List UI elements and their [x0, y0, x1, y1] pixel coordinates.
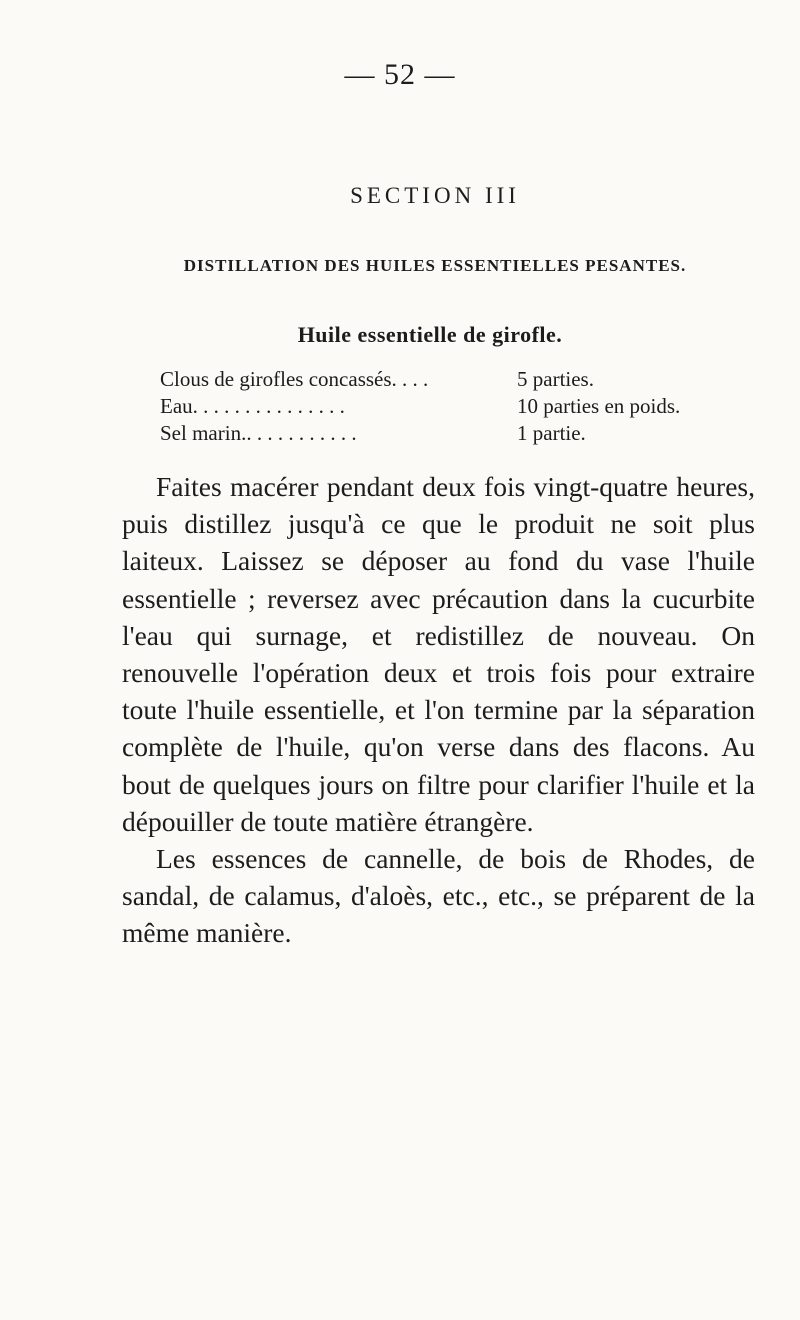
- ingredient-quantity: 1 partie.: [517, 421, 586, 445]
- ingredient-quantity: 5 parties.: [517, 367, 594, 391]
- ingredient-list: [160, 366, 720, 447]
- ingredient-name: Clous de girofles concassés. . . .: [160, 367, 429, 391]
- ingredient-quantity: 10 parties en poids.: [517, 394, 681, 418]
- recipe-title: Huile essentielle de girofle.: [297, 322, 563, 347]
- ingredient-row: [160, 366, 720, 393]
- section-heading: SECTION III: [350, 183, 520, 208]
- paragraph: Les essences de cannelle, de bois de Rhodes, de sandal, de calamus, d'aloès, etc., etc., se préparent de la même manière.: [122, 843, 755, 949]
- ingredient-row: [160, 420, 720, 447]
- page-number: — 52 —: [344, 58, 456, 91]
- body-text: [122, 468, 755, 952]
- paragraph: Faites macérer pendant deux fois vingt-quatre heures, puis distillez jusqu'à ce que le produit ne soit plus laiteux. Laissez se déposer au fond du vase l'huile essentielle ; reversez avec précaution dans la cucurbite l'eau qui surnage, et redistillez de nouveau. On renouvelle l'opération deux et trois fois pour extraire toute l'huile essentielle, et l'on termine par la séparation complète de l'huile, qu'on verse dans des flacons. Au bout de quelques jours on filtre pour clarifier l'huile et la dépouiller de toute matière étrangère.: [122, 471, 755, 837]
- ingredient-name: Eau. . . . . . . . . . . . . . .: [160, 394, 345, 418]
- ingredient-name: Sel marin.. . . . . . . . . . .: [160, 421, 357, 445]
- chapter-title: DISTILLATION DES HUILES ESSENTIELLES PESANTES.: [183, 256, 687, 275]
- ingredient-row: [160, 393, 720, 420]
